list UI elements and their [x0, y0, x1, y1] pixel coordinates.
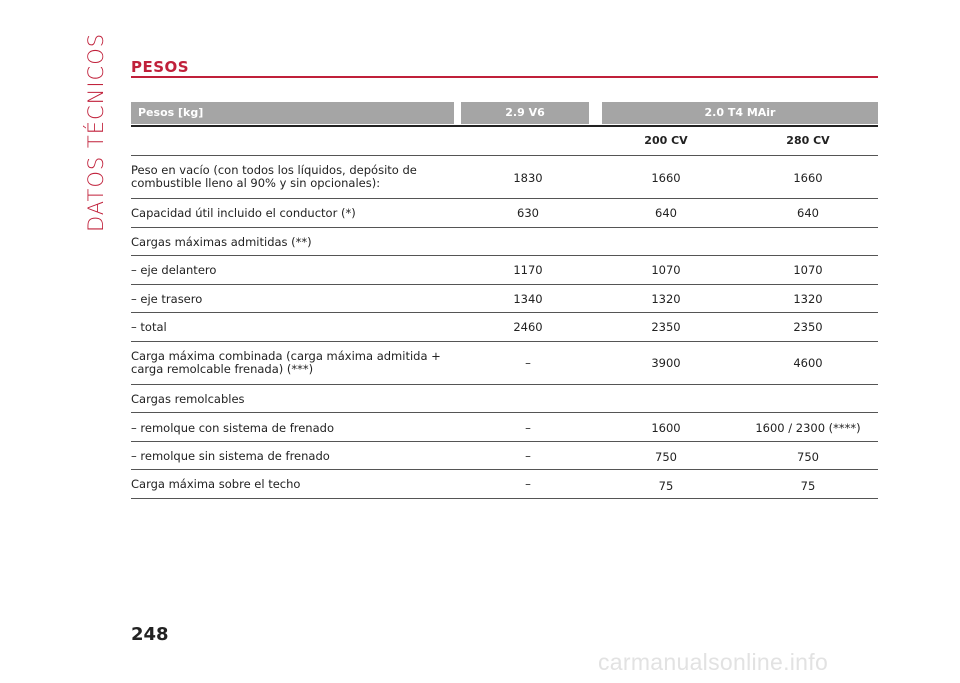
cell-total-200cv: 2350 [651, 320, 681, 334]
cell-front-axle-v6: 1170 [513, 263, 543, 277]
row-label-empty-weight: Peso en vacío (con todos los líquidos, depósito de combustible lleno al 90% y sin opcionales): [131, 163, 417, 190]
row-label-payload: Capacidad útil incluido el conductor (*) [131, 206, 356, 220]
header-weights: Pesos [kg] [131, 102, 454, 124]
cell-roof-load-200cv: 75 [658, 479, 674, 493]
row-label-towable-loads: Cargas remolcables [131, 392, 245, 406]
row-divider [131, 312, 878, 313]
cell-front-axle-280cv: 1070 [793, 263, 823, 277]
cell-empty-weight-280cv: 1660 [793, 171, 823, 185]
row-divider [131, 412, 878, 413]
cell-braked-trailer-v6: – [525, 421, 531, 435]
subheader-200cv: 200 CV [644, 134, 688, 147]
cell-payload-200cv: 640 [655, 206, 677, 220]
cell-braked-trailer-280cv: 1600 / 2300 (****) [755, 421, 861, 435]
cell-unbraked-trailer-280cv: 750 [797, 450, 819, 464]
row-label-total: – total [131, 320, 167, 334]
cell-combined-load-280cv: 4600 [793, 356, 823, 370]
cell-empty-weight-v6: 1830 [513, 171, 543, 185]
cell-unbraked-trailer-200cv: 750 [655, 450, 677, 464]
row-divider [131, 341, 878, 342]
section-rule [131, 76, 878, 78]
row-label-combined-load: Carga máxima combinada (carga máxima admitida + carga remolcable frenada) (***) [131, 349, 441, 376]
row-divider [131, 384, 878, 385]
cell-roof-load-280cv: 75 [800, 479, 816, 493]
cell-payload-280cv: 640 [797, 206, 819, 220]
row-divider [131, 155, 878, 156]
header-20-t4: 2.0 T4 MAir [602, 102, 878, 124]
row-label-braked-trailer: – remolque con sistema de frenado [131, 421, 334, 435]
cell-total-280cv: 2350 [793, 320, 823, 334]
row-label-front-axle: – eje delantero [131, 263, 217, 277]
cell-rear-axle-200cv: 1320 [651, 292, 681, 306]
row-label-unbraked-trailer: – remolque sin sistema de frenado [131, 449, 330, 463]
row-divider [131, 498, 878, 499]
page-number: 248 [131, 624, 169, 645]
row-divider [131, 227, 878, 228]
row-divider [131, 441, 878, 442]
row-divider [131, 284, 878, 285]
cell-front-axle-200cv: 1070 [651, 263, 681, 277]
cell-payload-v6: 630 [517, 206, 539, 220]
cell-combined-load-200cv: 3900 [651, 356, 681, 370]
cell-empty-weight-200cv: 1660 [651, 171, 681, 185]
cell-roof-load-v6: – [525, 477, 531, 491]
row-label-max-loads: Cargas máximas admitidas (**) [131, 235, 312, 249]
subheader-280cv: 280 CV [786, 134, 830, 147]
cell-rear-axle-v6: 1340 [513, 292, 543, 306]
cell-total-v6: 2460 [513, 320, 543, 334]
row-divider [131, 469, 878, 470]
watermark: carmanualsonline.info [598, 649, 829, 675]
side-section-title-text: DATOS TÉCNICOS [84, 32, 108, 232]
row-label-roof-load: Carga máxima sobre el techo [131, 477, 301, 491]
row-label-rear-axle: – eje trasero [131, 292, 203, 306]
cell-braked-trailer-200cv: 1600 [651, 421, 681, 435]
cell-rear-axle-280cv: 1320 [793, 292, 823, 306]
cell-combined-load-v6: – [525, 356, 531, 370]
row-divider [131, 255, 878, 256]
header-29-v6: 2.9 V6 [461, 102, 589, 124]
row-divider [131, 198, 878, 199]
header-rule [131, 125, 878, 127]
section-title: PESOS [131, 58, 190, 76]
cell-unbraked-trailer-v6: – [525, 449, 531, 463]
